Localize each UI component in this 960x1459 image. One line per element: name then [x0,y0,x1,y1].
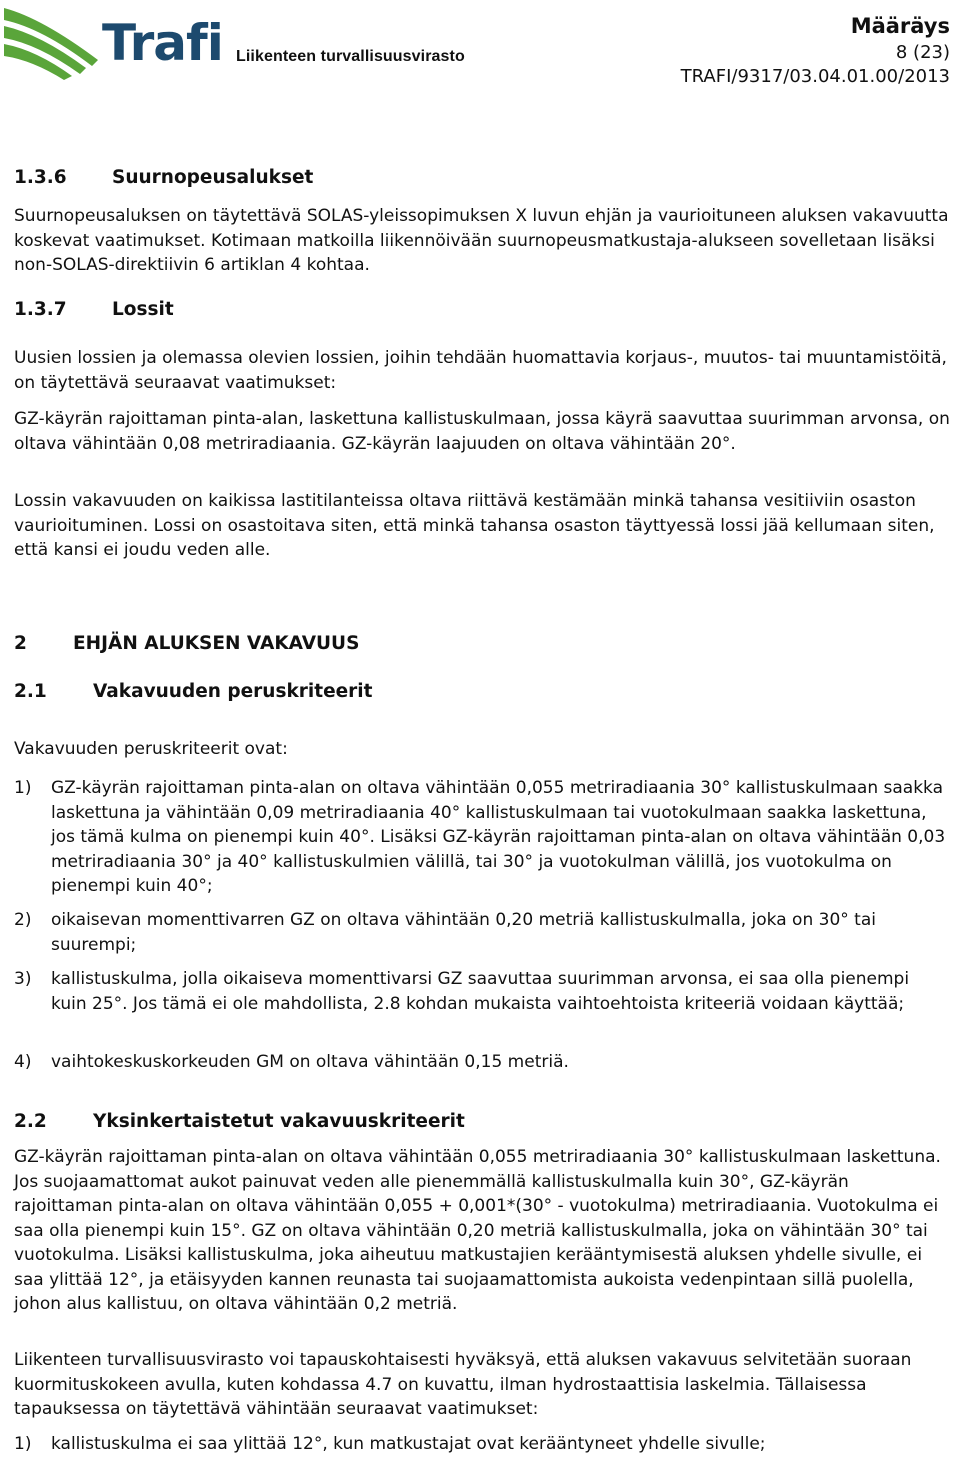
document-type: Määräys [850,14,950,38]
paragraph: GZ-käyrän rajoittaman pinta-alan on oltava vähintään 0,055 metriradiaania 30° kallistuskulmaan laskettuna. Jos suojaamattomat aukot painuvat veden alle pienemmällä kallistuskulmalla kuin 30°, GZ-käyrän rajoittaman pinta-alan on oltava vähintään 0,055 + 0,001*(30° - vuotokulma) metriradiaania. Vuotokulma ei saa olla pienempi kuin 15°. GZ on oltava vähintään 0,20 metriä kallistuskulmalla, joka on vähintään 30° tai vuotokulma. Lisäksi kallistuskulma, joka aiheutuu matkustajien kerääntymisestä aluksen yhdelle sivulle, ei saa ylittää 12°, ja etäisyyden kannen reunasta tai suojaamattomista aukoista vedenpintaan sillä puolella, johon alus kallistuu, on oltava vähintään 0,2 metriä. [14,1147,941,1314]
list-text: oikaisevan momenttivarren GZ on oltava vähintään 0,20 metriä kallistuskulmalla, joka on 30° tai suurempi; [51,910,876,955]
section-number: 1.3.7 [14,299,67,320]
page-header [0,0,960,100]
list-item [14,967,950,1016]
section-title: Suurnopeusalukset [112,167,314,188]
list-marker: 2) [14,910,32,930]
chapter-heading-2 [14,633,359,654]
section-heading-1-3-6 [14,167,313,188]
section-title: Lossit [112,299,174,320]
paragraph: Lossin vakavuuden on kaikissa lastitilanteissa oltava riittävä kestämään minkä tahansa vesitiiviin osaston vaurioituminen. Lossi on osastoitava siten, että minkä tahansa osaston täyttyessä lossi jää kellumaan siten, että kansi ei joudu veden alle. [14,491,935,560]
paragraph: Uusien lossien ja olemassa olevien lossien, joihin tehdään huomattavia korjaus-, muutos- tai muuntamistöitä, on täytettävä seuraavat vaatimukset: [14,348,947,393]
list-text: vaihtokeskuskorkeuden GM on oltava vähintään 0,15 metriä. [51,1052,569,1072]
list-marker: 3) [14,969,32,989]
section-heading-2-1 [14,681,373,702]
section-number: 1.3.6 [14,167,67,188]
paragraph: Suurnopeusaluksen on täytettävä SOLAS-yleissopimuksen X luvun ehjän ja vaurioituneen aluksen vakavuutta koskevat vaatimukset. Kotimaan matkoilla liikennöivään suurnopeusmatkustaja-alukseen sovelletaan lisäksi non-SOLAS-direktiivin 6 artiklan 4 kohtaa. [14,206,949,275]
trafi-logo-icon [2,0,102,80]
section-heading-2-2 [14,1111,465,1132]
section-number: 2 [14,633,27,654]
paragraph: GZ-käyrän rajoittaman pinta-alan, laskettuna kallistuskulmaan, jossa käyrä saavuttaa suurimman arvonsa, on oltava vähintään 0,08 metriradiaania. GZ-käyrän laajuuden on oltava vähintään 20°. [14,409,950,454]
list-item [14,1432,950,1457]
list-text: kallistuskulma ei saa ylittää 12°, kun matkustajat ovat kerääntyneet yhdelle sivulle; [51,1434,766,1454]
page-number: 8 (23) [895,42,950,63]
paragraph: Liikenteen turvallisuusvirasto voi tapauskohtaisesti hyväksyä, että aluksen vakavuus selvitetään suoraan kuormituskokeen avulla, kuten kohdassa 4.7 on kuvattu, ilman hydrostaattisia laskelmia. Tällaisessa tapauksessa on täytettävä vähintään seuraavat vaatimukset: [14,1350,912,1419]
section-heading-1-3-7 [14,299,174,320]
section-title: Yksinkertaistetut vakavuuskriteerit [93,1111,465,1132]
paragraph: Vakavuuden peruskriteerit ovat: [14,739,288,759]
list-item [14,1050,950,1075]
list-item [14,776,950,899]
list-marker: 4) [14,1052,32,1072]
section-title: Vakavuuden peruskriteerit [93,681,373,702]
list-text: kallistuskulma, jolla oikaiseva momenttivarsi GZ saavuttaa suurimman arvonsa, ei saa olla pienempi kuin 25°. Jos tämä ei ole mahdollista, 2.8 kohdan mukaista vaihtoehtoista kriteeriä voidaan käyttää; [51,969,910,1014]
section-number: 2.2 [14,1111,47,1132]
list-marker: 1) [14,778,32,798]
logo-wordmark: Trafi [102,14,223,72]
section-number: 2.1 [14,681,47,702]
list-text: GZ-käyrän rajoittaman pinta-alan on oltava vähintään 0,055 metriradiaania 30° kallistuskulmaan saakka laskettuna ja vähintään 0,09 metriradiaania 40° kallistuskulmaan tai vuotokulmaan saakka laskettuna, jos tämä kulma on pienempi kuin 40°. Lisäksi GZ-käyrän rajoittaman pinta-alan on oltava vähintään 0,03 metriradiaania 30° ja 40° kallistuskulmien välillä, tai 30° ja vuotokulman välillä, jos vuotokulma on pienempi kuin 40°; [51,778,946,896]
list-marker: 1) [14,1434,32,1454]
section-title: EHJÄN ALUKSEN VAKAVUUS [73,633,360,654]
document-reference: TRAFI/9317/03.04.01.00/2013 [680,66,950,87]
agency-name: Liikenteen turvallisuusvirasto [236,48,465,65]
list-item [14,908,950,957]
